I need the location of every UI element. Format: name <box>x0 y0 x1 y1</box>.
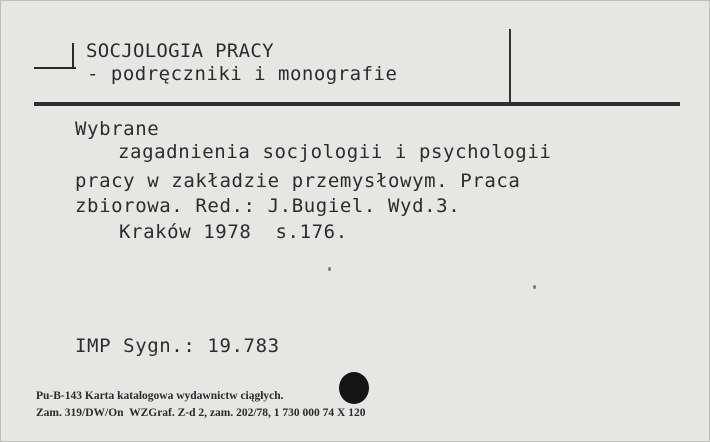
title-line-2: zagadnienia socjologii i psychologii <box>118 141 552 163</box>
publication-info: zbiorowa. Red.: J.Bugiel. Wyd.3. <box>75 195 461 217</box>
header-divider-horizontal <box>34 102 680 106</box>
subject-heading: SOCJOLOGIA PRACY <box>86 40 274 62</box>
title-line-3: pracy w zakładzie przemysłowym. Praca <box>75 170 521 192</box>
paper-speck <box>328 267 331 271</box>
imprint-info: Kraków 1978 s.176. <box>119 221 348 243</box>
paper-speck <box>533 285 536 289</box>
call-number: IMP Sygn.: 19.783 <box>75 335 280 357</box>
corner-bracket-mark <box>34 43 76 69</box>
printer-imprint-line-2: Zam. 319/DW/On WZGraf. Z-d 2, zam. 202/78, 1 730 000 74 X 120 <box>36 407 366 419</box>
subject-subheading: - podręczniki i monografie <box>87 63 398 85</box>
header-divider-vertical <box>509 29 511 103</box>
printer-imprint-line-1: Pu-B-143 Karta katalogowa wydawnictw ciągłych. <box>36 390 284 402</box>
punch-hole <box>339 372 369 404</box>
title-line-1: Wybrane <box>75 118 160 140</box>
